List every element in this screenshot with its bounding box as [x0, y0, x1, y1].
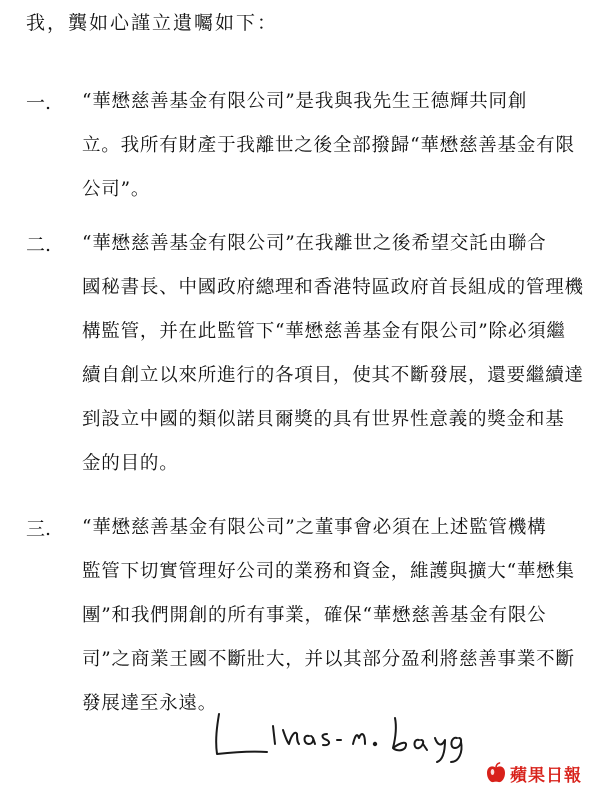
apple-logo-icon — [484, 761, 508, 785]
clause-line: “華懋慈善基金有限公司”在我離世之後希望交託由聯合 — [82, 233, 547, 254]
handwritten-signature — [205, 704, 495, 766]
clause-number: 二. — [26, 234, 52, 256]
clause-line: 續自創立以來所進行的各項目，使其不斷發展，還要繼續達 — [82, 365, 584, 386]
clause-line: 到設立中國的類似諾貝爾獎的具有世界性意義的獎金和基 — [82, 409, 565, 430]
clause-line: 金的目的。 — [82, 453, 179, 474]
clause-line: 公司”。 — [82, 179, 151, 200]
watermark-text: 蘋果日報 — [510, 765, 582, 786]
clause-line: 團”和我們開創的所有事業，確保“華懋慈善基金有限公 — [82, 605, 547, 626]
clause-line: “華懋慈善基金有限公司”之董事會必須在上述監管機構 — [82, 517, 547, 538]
clause-line: 司”之商業王國不斷壯大，并以其部分盈利將慈善事業不斷 — [82, 649, 575, 670]
clause-line: “華懋慈善基金有限公司”是我與我先生王德輝共同創 — [82, 91, 528, 112]
clause-line: 發展達至永遠。 — [82, 693, 218, 714]
clause-line: 立。我所有財產于我離世之後全部撥歸“華懋慈善基金有限 — [82, 135, 575, 156]
clause-line: 國秘書長、中國政府總理和香港特區政府首長組成的管理機 — [82, 277, 584, 298]
clause-number: 三. — [26, 518, 52, 540]
clause-line: 監管下切實管理好公司的業務和資金，維護與擴大“華懋集 — [82, 561, 575, 582]
clause-line: 構監管，并在此監管下“華懋慈善基金有限公司”除必須繼 — [82, 321, 566, 342]
intro-line: 我，龔如心謹立遺囑如下： — [26, 12, 279, 34]
watermark-logo — [484, 758, 582, 788]
clause-number: 一. — [26, 92, 52, 114]
